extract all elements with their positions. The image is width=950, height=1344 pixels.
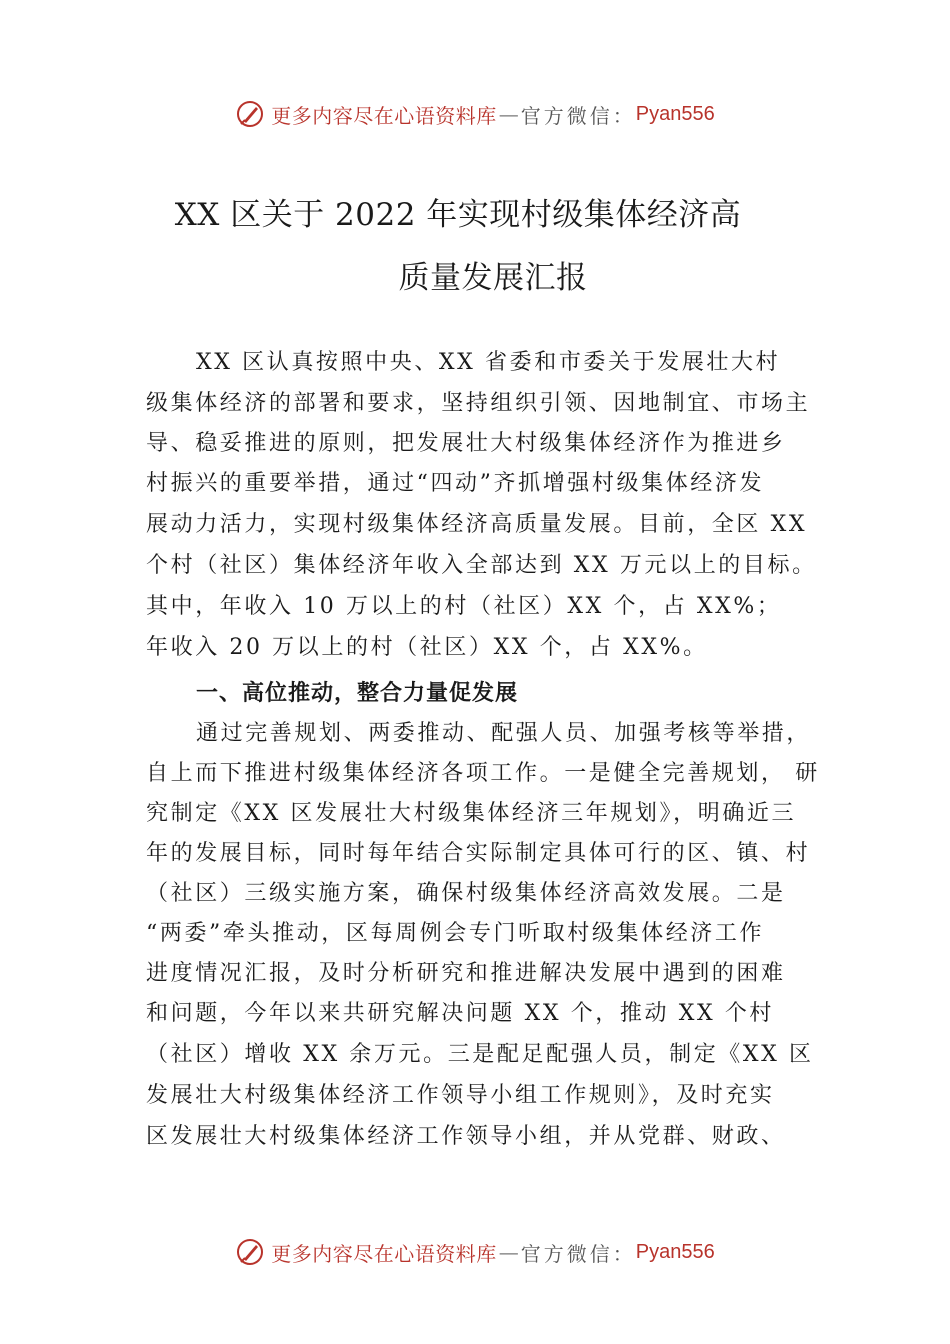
- text-line: （社区）三级实施方案，确保村级集体经济高效发展。二是: [146, 881, 786, 906]
- text-line: 年收入 20 万以上的村（社区）XX 个，占 XX%。: [146, 635, 708, 660]
- watermark-separator: —: [498, 1240, 519, 1264]
- watermark-brand: 更多内容尽在心语资料库: [271, 1241, 497, 1266]
- text-line: 年的发展目标，同时每年结合实际制定具体可行的区、镇、村: [146, 841, 811, 866]
- watermark-id: Pyan556: [635, 1240, 715, 1263]
- text-line: 个村（社区）集体经济年收入全部达到 XX 万元以上的目标。: [146, 553, 817, 578]
- document-title-line1: XX 区关于 2022 年实现村级集体经济高: [174, 197, 742, 233]
- section-heading-1: 一、高位推动，整合力量促发展: [196, 681, 519, 706]
- text-line: 区发展壮大村级集体经济工作领导小组，并从党群、财政、: [146, 1124, 786, 1149]
- text-line: XX 区认真按照中央、XX 省委和市委关于发展壮大村: [196, 350, 781, 375]
- text-line: 发展壮大村级集体经济工作领导小组工作规则》，及时充实: [146, 1083, 775, 1108]
- text-line: 自上而下推进村级集体经济各项工作。一是健全完善规划， 研: [146, 761, 820, 786]
- watermark-header: [0, 94, 950, 134]
- watermark-label: 官方微信：: [520, 103, 636, 128]
- watermark-footer: [0, 1232, 950, 1272]
- quill-logo-icon: [235, 1237, 265, 1267]
- text-line: 村振兴的重要举措，通过“四动”齐抓增强村级集体经济发: [146, 471, 765, 496]
- quill-logo-icon: [235, 99, 265, 129]
- text-line: 和问题，今年以来共研究解决问题 XX 个，推动 XX 个村: [146, 1001, 775, 1026]
- document-title-line2: 质量发展汇报: [398, 260, 588, 296]
- text-line: （社区）增收 XX 余万元。三是配足配强人员，制定《XX 区: [146, 1042, 814, 1067]
- watermark-id: Pyan556: [635, 102, 715, 125]
- text-line: 进度情况汇报，及时分析研究和推进解决发展中遇到的困难: [146, 961, 786, 986]
- text-line: 导、稳妥推进的原则，把发展壮大村级集体经济作为推进乡: [146, 431, 786, 456]
- watermark-separator: —: [498, 102, 519, 126]
- watermark-brand: 更多内容尽在心语资料库: [271, 103, 497, 128]
- text-line: 其中，年收入 10 万以上的村（社区）XX 个，占 XX%；: [146, 594, 782, 619]
- watermark-label: 官方微信：: [520, 1241, 636, 1266]
- text-line: 展动力活力，实现村级集体经济高质量发展。目前，全区 XX: [146, 512, 808, 537]
- text-line: 通过完善规划、两委推动、配强人员、加强考核等举措，: [196, 721, 812, 746]
- text-line: “两委”牵头推动，区每周例会专门听取村级集体经济工作: [146, 921, 765, 946]
- text-line: 究制定《XX 区发展壮大村级集体经济三年规划》，明确近三: [146, 801, 797, 826]
- text-line: 级集体经济的部署和要求，坚持组织引领、因地制宜、市场主: [146, 391, 811, 416]
